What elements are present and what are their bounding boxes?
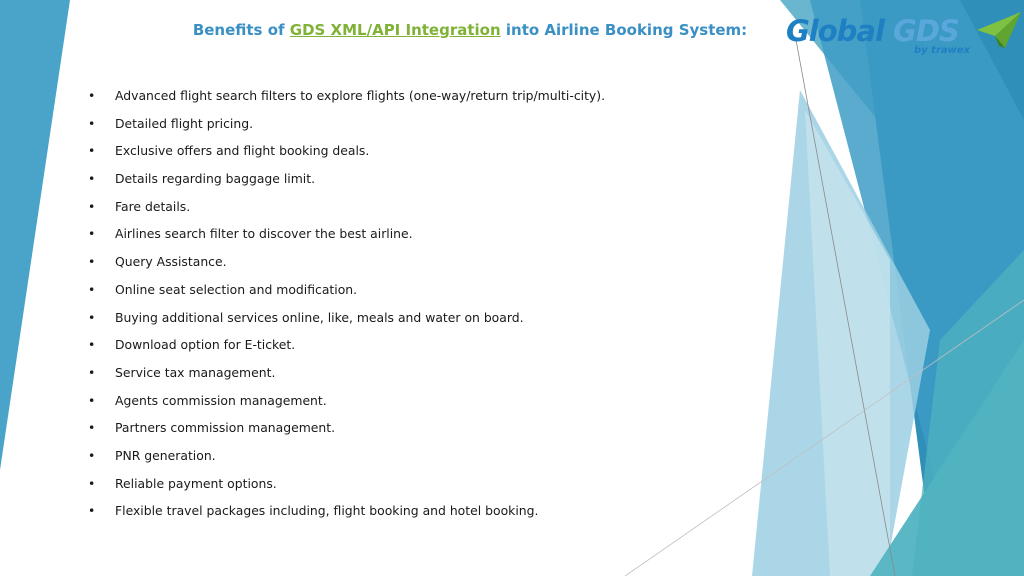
- bullet-icon: •: [88, 198, 96, 214]
- bullet-icon: •: [88, 475, 96, 491]
- bullet-icon: •: [88, 254, 96, 270]
- bullet-icon: •: [88, 143, 96, 159]
- list-item-text: Agents commission management.: [115, 392, 327, 408]
- list-item-text: Fare details.: [115, 198, 191, 214]
- list-item-text: PNR generation.: [115, 447, 216, 463]
- list-item-text: Buying additional services online, like, meals and water on board.: [115, 309, 524, 325]
- bullet-icon: •: [88, 447, 96, 463]
- title-prefix: Benefits of: [192, 21, 290, 39]
- title-suffix: into Airline Booking System:: [500, 21, 748, 39]
- list-item-text: Query Assistance.: [115, 254, 227, 270]
- bullet-icon: •: [88, 503, 96, 519]
- bullet-icon: •: [88, 309, 96, 325]
- list-item-text: Reliable payment options.: [115, 475, 277, 491]
- logo-word-global: Global: [786, 14, 884, 48]
- global-gds-logo: [786, 8, 1022, 64]
- list-item-text: Online seat selection and modification.: [115, 281, 358, 297]
- page-title: [120, 21, 820, 39]
- logo-subtitle: by trawex: [914, 45, 971, 56]
- bullet-icon: •: [88, 364, 96, 380]
- bullet-icon: •: [88, 337, 96, 353]
- list-item-text: Detailed flight pricing.: [115, 115, 254, 131]
- bullet-icon: •: [88, 226, 96, 242]
- list-item-text: Partners commission management.: [115, 420, 336, 436]
- bullet-icon: •: [88, 281, 96, 297]
- logo-wordmark: [786, 14, 959, 48]
- paper-plane-icon: [977, 10, 1021, 50]
- bullet-icon: •: [88, 392, 96, 408]
- list-item-text: Details regarding baggage limit.: [115, 171, 316, 187]
- bullet-icon: •: [88, 88, 96, 103]
- list-item-text: Service tax management.: [115, 364, 276, 380]
- title-link[interactable]: GDS XML/API Integration: [289, 21, 501, 39]
- list-item-text: Exclusive offers and flight booking deals.: [115, 143, 370, 159]
- list-item-text: Download option for E-ticket.: [115, 337, 296, 353]
- bullet-icon: •: [88, 171, 96, 187]
- list-item-text: Flexible travel packages including, flight booking and hotel booking.: [115, 503, 539, 519]
- bullet-icon: •: [88, 420, 96, 436]
- list-item-text: Advanced flight search filters to explore flights (one-way/return trip/multi-city).: [115, 88, 606, 103]
- logo-word-gds: GDS: [893, 14, 959, 48]
- left-accent-shape: [0, 0, 70, 470]
- list-item-text: Airlines search filter to discover the best airline.: [115, 226, 413, 242]
- bullet-icon: •: [88, 115, 96, 131]
